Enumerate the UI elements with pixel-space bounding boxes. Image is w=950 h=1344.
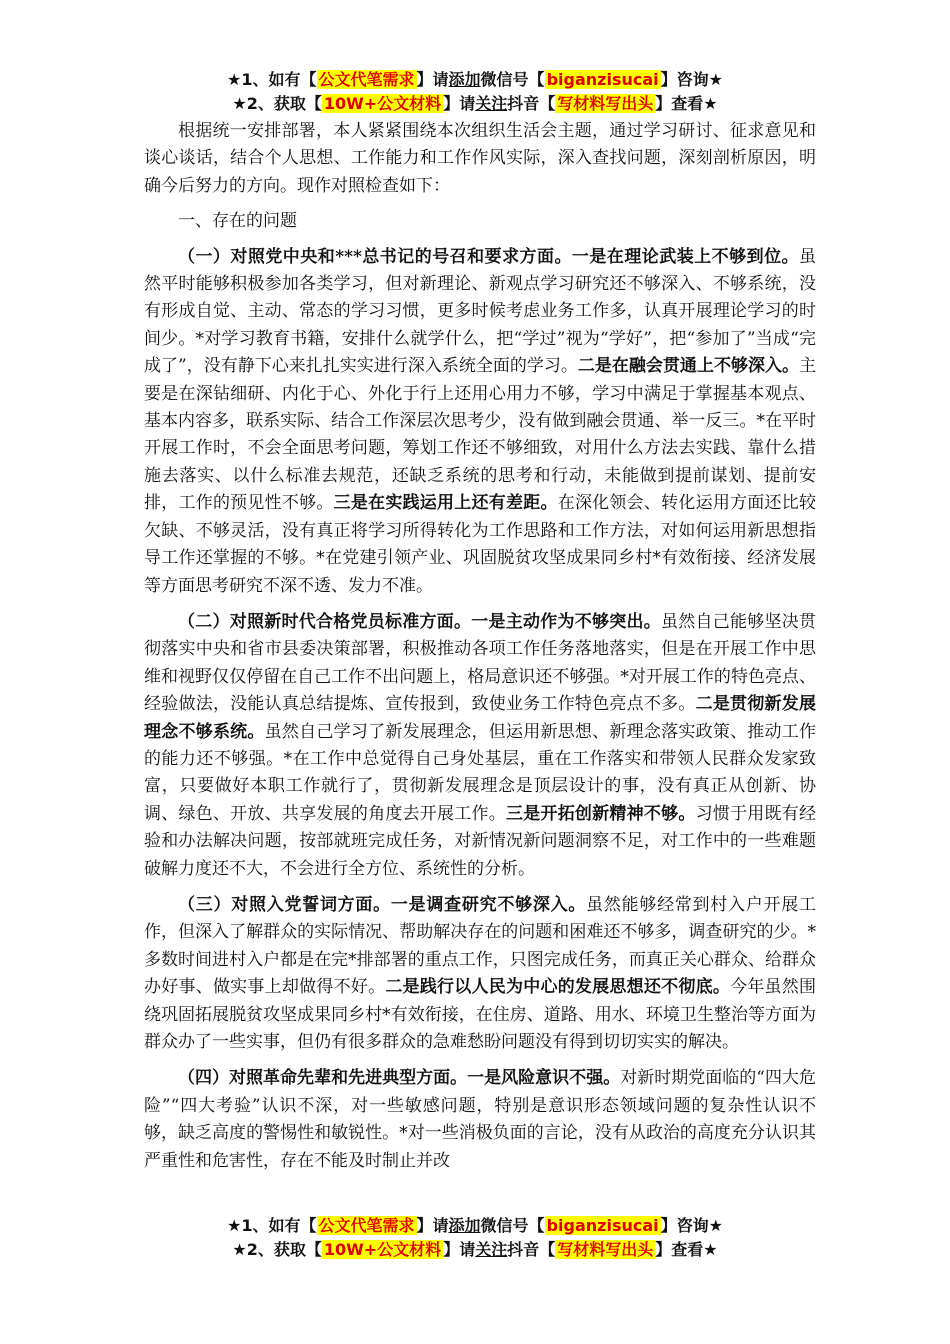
- promo-line-2: [0, 92, 950, 116]
- bold-lead: 三是开拓创新精神不够。: [505, 803, 696, 824]
- promo-highlight: biganzisucai: [546, 70, 659, 89]
- paragraph-text: 虽然能够经常到村入户开展工作，但深入了解群众的实际情况、帮助解决存在的问题和困难还不够多，调查研究的少。*多数时间进村入户都是在完*排部署的重点工作，只图完成任务，而真正关心群众、给群众办好事、做实事上却做得不好。: [144, 894, 817, 998]
- paragraph-text: 今年虽然围绕巩固拓展脱贫攻坚成果同乡村*有效衔接，在住房、道路、用水、环境卫生整治等方面为群众办了一些实事，但仍有很多群众的急难愁盼问题没有得到切切实实的解决。: [144, 977, 817, 1052]
- promo-text: 微信号【: [480, 1216, 545, 1235]
- promo-text: 】查看★: [655, 94, 718, 113]
- promo-text: 】请: [416, 1216, 449, 1235]
- promo-line-1: [0, 68, 950, 92]
- intro-paragraph: 根据统一安排部署，本人紧紧围绕本次组织生活会主题，通过学习研讨、征求意见和谈心谈话，结合个人思想、工作能力和工作作风实际，深入查找问题，深刻剖析原因，明确今后努力的方向。现作对照检查如下：: [144, 121, 816, 196]
- promo-text: 抖音【: [507, 1240, 556, 1259]
- paragraph-text: 主要是在深钻细研、内化于心、外化于行上还用心用力不够，学习中满足于掌握基本观点、基本内容多，联系实际、结合工作深层次思考少，没有做到融会贯通、举一反三。*在平时开展工作时，不会全面思考问题，筹划工作还不够细致，对用什么方法去实践、靠什么措施去落实、以什么标准去规范，还缺乏系统的思考和行动，未能做到提前谋划、提前安排，工作的预见性不够。: [144, 356, 816, 514]
- promo-text: ★1、如有【: [227, 1216, 317, 1235]
- promo-highlight: 10W+公文材料: [323, 94, 442, 113]
- bold-lead: 二是贯彻新发展理念不够系统。: [144, 694, 816, 742]
- promo-highlight: 公文代笔需求: [318, 70, 415, 89]
- issue-paragraph-1: [144, 244, 816, 600]
- bold-lead: 二是践行以人民为中心的发展思想还不彻底。: [385, 977, 731, 998]
- bold-lead: 二是在融会贯通上不够深入。: [577, 356, 799, 377]
- promo-text: 】请: [443, 94, 476, 113]
- promo-underline: 添加: [448, 1216, 481, 1235]
- promo-text: ★2、获取【: [232, 1240, 322, 1259]
- promo-text: ★2、获取【: [232, 94, 322, 113]
- promo-footer: [0, 1214, 950, 1262]
- promo-underline: 关注: [475, 1240, 508, 1259]
- paragraph-text: 虽然自己学习了新发展理念，但运用新思想、新理念落实政策、推动工作的能力还不够强。*在工作中总觉得自己身处基层，重在工作落实和带领人民群众发家致富，只要做好本职工作就行了，贯彻新发展理念是顶层设计的事，没有真正从创新、协调、绿色、开放、共享发展的角度去开展工作。: [144, 721, 817, 824]
- promo-text: 】查看★: [655, 1240, 718, 1259]
- promo-highlight: 写材料写出头: [557, 1240, 654, 1259]
- promo-text: 微信号【: [480, 70, 545, 89]
- promo-text: 】咨询★: [660, 70, 723, 89]
- promo-text: 】咨询★: [660, 1216, 723, 1235]
- paragraph-text: 对新时期党面临的“四大危险”“四大考验”认识不深，对一些敏感问题，特别是意识形态领域问题的复杂性认识不够，缺乏高度的警惕性和敏锐性。*对一些消极负面的言论，没有从政治的高度充分认识其严重性和危害性，存在不能及时制止并改: [144, 1068, 816, 1171]
- promo-underline: 关注: [475, 94, 508, 113]
- promo-text: 抖音【: [507, 94, 556, 113]
- promo-highlight: 公文代笔需求: [318, 1216, 415, 1235]
- bold-lead: （三）对照入党誓词方面。一是调查研究不够深入。: [178, 894, 587, 915]
- issue-paragraph-4: [144, 1065, 816, 1175]
- section-heading: 一、存在的问题: [178, 211, 297, 232]
- bold-lead: （四）对照革命先辈和先进典型方面。一是风险意识不强。: [178, 1068, 621, 1089]
- bold-lead: 三是在实践运用上还有差距。: [333, 493, 558, 514]
- promo-text: 】请: [443, 1240, 476, 1259]
- promo-highlight: 10W+公文材料: [323, 1240, 442, 1259]
- bold-lead: （一）对照党中央和***总书记的号召和要求方面。一是在理论武装上不够到位。: [178, 246, 799, 267]
- promo-underline: 添加: [448, 70, 481, 89]
- document-body: [144, 118, 816, 1175]
- promo-text: 】请: [416, 70, 449, 89]
- issue-paragraph-3: [144, 892, 816, 1056]
- paragraph-text: 虽然自己能够坚决贯彻落实中央和省市县委决策部署，积极推动各项工作任务落地落实，但是在开展工作中思维和视野仅仅停留在自己工作不出问题上，格局意识还不够强。*对开展工作的特色亮点、经验做法，没能认真总结提炼、宣传报到，致使业务工作特色亮点不多。: [144, 611, 816, 715]
- bold-lead: （二）对照新时代合格党员标准方面。一是主动作为不够突出。: [178, 611, 661, 632]
- promo-highlight: 写材料写出头: [557, 94, 654, 113]
- paragraph-text: 虽然平时能够积极参加各类学习，但对新理论、新观点学习研究还不够深入、不够系统，没有形成自觉、主动、常态的学习习惯，更多时候考虑业务工作多，认真开展理论学习的时间少。*对学习教育书籍，安排什么就学什么，把“学过”视为“学好”，把“参加了”当成“完成了”，没有静下心来扎扎实实进行深入系统全面的学习。: [144, 246, 816, 377]
- promo-line-1: [0, 1214, 950, 1238]
- promo-text: ★1、如有【: [227, 70, 317, 89]
- paragraph-text: 在深化领会、转化运用方面还比较欠缺、不够灵活，没有真正将学习所得转化为工作思路和工作方法，对如何运用新思想指导工作还掌握的不够。*在党建引领产业、巩固脱贫攻坚成果同乡村*有效衔接、经济发展等方面思考研究不深不透、发力不准。: [144, 493, 817, 596]
- paragraph-text: 习惯于用既有经验和办法解决问题，按部就班完成任务，对新情况新问题洞察不足，对工作中的一些难题破解力度还不大，不会进行全方位、系统性的分析。: [144, 803, 817, 879]
- promo-header: [0, 68, 950, 116]
- issue-paragraph-2: [144, 609, 816, 883]
- promo-line-2: [0, 1238, 950, 1262]
- promo-highlight: biganzisucai: [546, 1216, 659, 1235]
